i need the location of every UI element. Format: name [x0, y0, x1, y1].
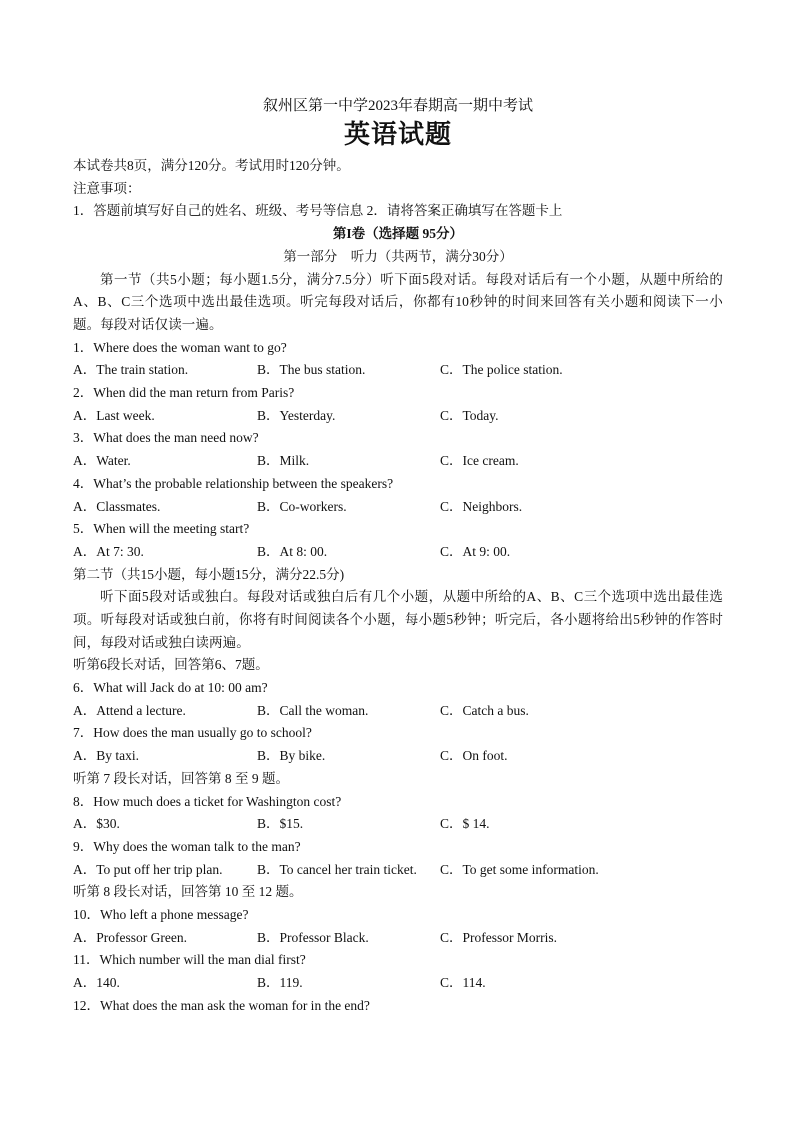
option-b: B．By bike.	[257, 748, 326, 764]
section2-instructions: 听下面5段对话或独白。每段对话或独白后有几个小题，从题中所给的A、B、C三个选项中选出最佳选项。听每段对话或独白前，你将有时间阅读各个小题，每小题5秒钟；听完后，各小题将给出5秒钟的作答时间，每段对话或独白读两遍。	[73, 589, 723, 650]
option-a: A．To put off her trip plan.	[73, 861, 223, 877]
subject-title: 英语试题	[343, 120, 452, 150]
option-a: A．At 7: 30.	[73, 543, 144, 559]
question-1: 1．Where does the woman want to go?	[73, 339, 287, 355]
option-b: B．Call the woman.	[257, 702, 369, 718]
option-c: C．Catch a bus.	[440, 702, 529, 718]
options-11	[73, 972, 723, 995]
option-a: A．$30.	[73, 816, 120, 832]
option-b: B．Yesterday.	[257, 407, 336, 423]
question-10: 10．Who left a phone message?	[73, 907, 249, 923]
option-a: A．The train station.	[73, 362, 189, 378]
exam-content	[73, 95, 723, 1018]
question-12: 12．What does the man ask the woman for in the end?	[73, 997, 370, 1013]
option-b: B．Milk.	[257, 453, 310, 469]
options-8	[73, 813, 723, 836]
option-b: B．$15.	[257, 816, 304, 832]
group-heading-8-9: 听第 7 段长对话，回答第 8 至 9 题。	[73, 770, 289, 786]
notice-items: 1．答题前填写好自己的姓名、班级、考号等信息 2．请将答案正确填写在答题卡上	[73, 203, 563, 219]
option-a: A．Attend a lecture.	[73, 702, 186, 718]
option-c: C．Neighbors.	[440, 498, 523, 514]
option-c: C．Ice cream.	[440, 453, 519, 469]
notice-heading: 注意事项：	[73, 180, 141, 196]
option-b: B．At 8: 00.	[257, 543, 328, 559]
volume-title: 第I卷（选择题 95分）	[332, 226, 464, 242]
section2-heading: 第二节（共15小题，每小题15分，满分22.5分)	[73, 566, 345, 582]
question-8: 8．How much does a ticket for Washington cost?	[73, 793, 342, 809]
question-7: 7．How does the man usually go to school?	[73, 725, 312, 741]
question-2: 2．When did the man return from Paris?	[73, 385, 295, 401]
options-2	[73, 405, 723, 428]
options-1	[73, 359, 723, 382]
options-7	[73, 745, 723, 768]
option-a: A．Professor Green.	[73, 929, 187, 945]
option-a: A．Water.	[73, 453, 131, 469]
option-a: A．By taxi.	[73, 748, 139, 764]
option-c: C．114.	[440, 975, 486, 991]
question-4: 4．What’s the probable relationship between the speakers?	[73, 475, 394, 491]
question-3: 3．What does the man need now?	[73, 430, 259, 446]
option-c: C．To get some information.	[440, 861, 599, 877]
question-11: 11．Which number will the man dial first?	[73, 952, 306, 968]
option-c: C．$ 14.	[440, 816, 490, 832]
option-b: B．119.	[257, 975, 303, 991]
part-title: 第一部分 听力（共两节，满分30分）	[283, 248, 513, 264]
option-b: B．Professor Black.	[257, 929, 369, 945]
group-heading-6-7: 听第6段长对话，回答第6、7题。	[73, 657, 269, 673]
option-a: A．Classmates.	[73, 498, 161, 514]
group-heading-10-12: 听第 8 段长对话，回答第 10 至 12 题。	[73, 884, 303, 900]
options-6	[73, 700, 723, 723]
options-3	[73, 450, 723, 473]
option-b: B．The bus station.	[257, 362, 366, 378]
options-5	[73, 541, 723, 564]
options-9	[73, 859, 723, 882]
question-6: 6．What will Jack do at 10: 00 am?	[73, 680, 268, 696]
pages-info: 本试卷共8页，满分120分。考试用时120分钟。	[73, 158, 350, 173]
options-10	[73, 927, 723, 950]
options-4	[73, 496, 723, 519]
question-9: 9．Why does the woman talk to the man?	[73, 838, 301, 854]
question-5: 5．When will the meeting start?	[73, 521, 250, 537]
exam-title: 叙州区第一中学2023年春期高一期中考试	[262, 98, 533, 114]
option-c: C．At 9: 00.	[440, 543, 511, 559]
option-b: B．Co-workers.	[257, 498, 347, 514]
option-c: C．The police station.	[440, 362, 563, 378]
option-a: A．Last week.	[73, 407, 155, 423]
option-c: C．Today.	[440, 407, 499, 423]
option-c: C．On foot.	[440, 748, 508, 764]
option-c: C．Professor Morris.	[440, 929, 557, 945]
section1-instructions: 第一节（共5小题；每小题1.5分，满分7.5分）听下面5段对话。每段对话后有一个小题，从题中所给的A、B、C三个选项中选出最佳选项。听完每段对话后，你都有10秒钟的时间来回答有关小题和阅读下一小题。每段对话仅读一遍。	[73, 271, 723, 332]
option-a: A．140.	[73, 975, 120, 991]
option-b: B．To cancel her train ticket.	[257, 861, 417, 877]
